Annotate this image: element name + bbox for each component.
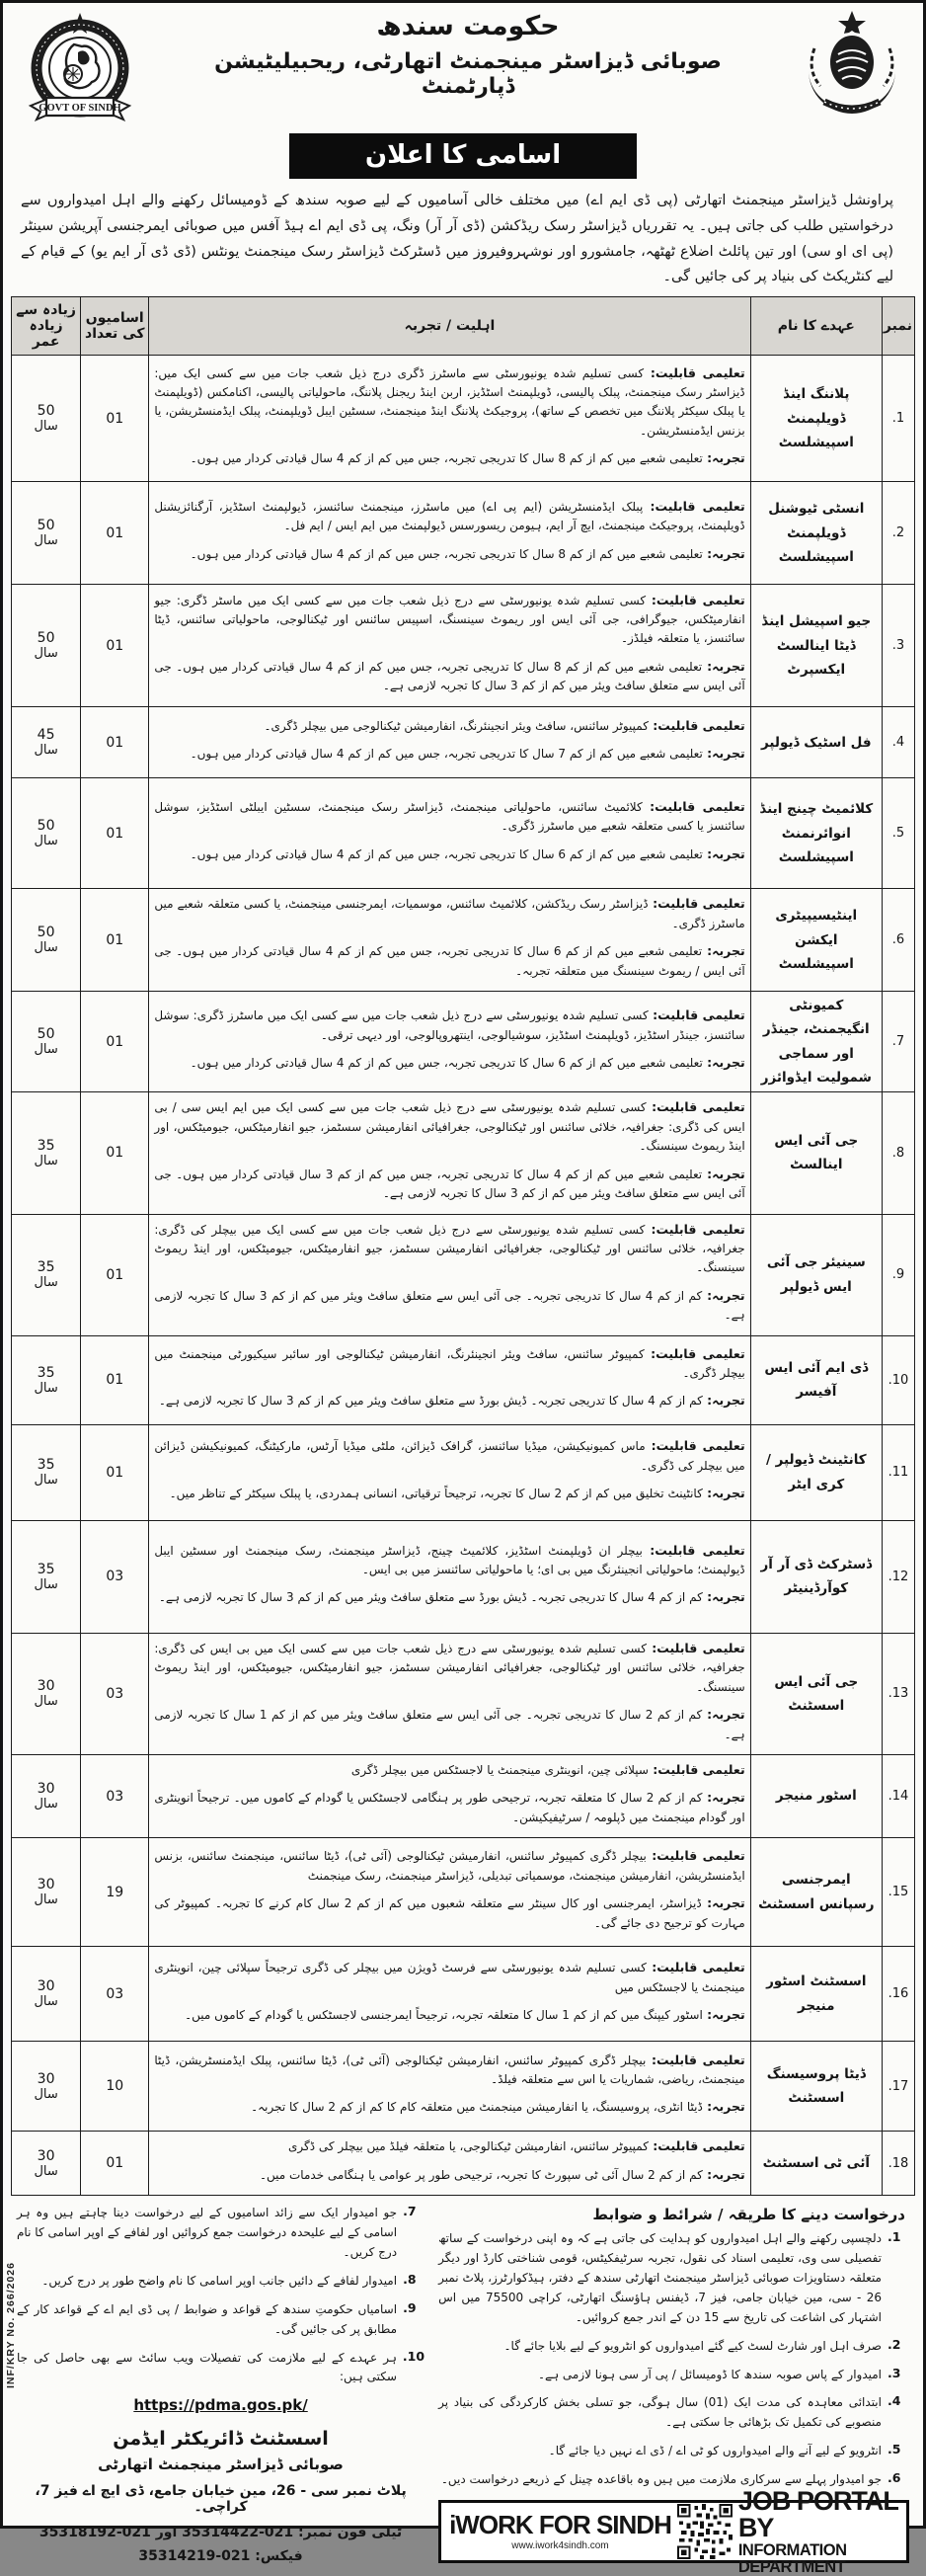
table-row [12,1424,915,1520]
education-label: تعلیمی قابلیت: [644,364,745,380]
terms-item-text: امیدوار کے پاس صوبہ سندھ کا ڈومیسائل / پی آر سی ہونا لازمی ہے۔ [538,2367,882,2381]
education-label: تعلیمی قابلیت: [642,799,745,815]
age-unit: سال [34,1473,58,1489]
qualification-experience-cell [149,356,750,482]
table-row [12,707,915,778]
row-number: .14 [882,1754,914,1837]
max-age: 35 سال [12,1092,81,1214]
experience-text: کم از کم 4 سال کا تدریجی تجربہ۔ جی آئی ایس سے متعلق سافٹ ویئر میں کم از کم 3 سال کا تجربہ لازمی ہے۔ [154,1288,745,1323]
post-title: آئی ٹی اسسٹنٹ [750,2132,882,2196]
dept-title: صوبائی ڈیزاسٹر مینجمنٹ اتھارٹی، ریحبیلیٹیشن ڈپارٹمنٹ [214,49,722,99]
vacancy-count: 01 [81,2132,149,2196]
experience-label: تجربہ: [702,1055,745,1070]
row-number: .4 [882,707,914,778]
row-number: .10 [882,1335,914,1424]
qualification-experience-cell [149,482,750,585]
education-label: تعلیمی قابلیت: [648,2138,745,2154]
intro-paragraph: پراونشل ڈیزاسٹر مینجمنٹ اتھارٹی (پی ڈی ایم اے) میں مختلف خالی آسامیوں کے لیے صوبہ سندھ کے ڈومیسائل رکھنے والے اہل امیدواروں سے درخواستیں طلب کی جاتی ہیں۔ یہ تقرریاں ڈیزاسٹر رسک ریڈکشن (ڈی آر آر) ونگ، پی ڈی ایم اے ہیڈ آفس میں صوبائی ایمرجنسی آپریشن سینٹر (پی ای او سی) اور تین پائلٹ اضلاع ٹھٹھہ، جامشورو اور نوشہروفیروز میں ڈسٹرکٹ ڈیزاسٹر رسک مینجمنٹ یونٹس (ڈی ڈی آر ایم یو) کے قیام کے لیے کنٹریکٹ کی بنیاد پر کی جائیں گی۔ [21,193,893,285]
post-title: ڈیٹا پروسیسنگ اسسٹنٹ [750,2042,882,2132]
max-age: 30 سال [12,1947,81,2042]
age-unit: سال [34,1576,58,1592]
education-text: کسی تسلیم شدہ یونیورسٹی سے ماسٹرز ڈگری درج ذیل شعب جات میں سے کسی ایک میں: ڈیزاسٹر رسک مینجمنٹ، پبلک پالیسی، ڈویلپمنٹ اسٹڈیز، اربن اینڈ ریجنل پلاننگ، ماحولیاتی پالیسی، اکنامکس (ڈویلپمنٹ یا پبلک سیکٹر پلاننگ میں تخصص کے ساتھ)، پروجیکٹ پلاننگ اینڈ مینجمنٹ، سسٹین ایبل ڈویلپمنٹ، پبلک ایڈمنسٹریشن، یا بزنس ایڈمنسٹریشن۔ [154,365,745,438]
table-row [12,1214,915,1335]
qualification-experience-cell [149,585,750,707]
age-unit: سال [34,1892,58,1908]
qualification-experience-cell [149,2042,750,2132]
experience-text: تعلیمی شعبے میں کم از کم 6 سال کا تدریجی تجربہ، جس میں کم از کم 4 سال قیادتی کردار میں ہوں۔ [190,1056,703,1070]
max-age: 30 سال [12,2042,81,2132]
experience-text: اسٹور کیپنگ میں کم از کم 1 سال کا متعلقہ تجربہ، ترجیحاً ایمرجنسی لاجسٹکس یا گودام کے کاموں میں۔ [185,2007,703,2022]
experience-text: کم از کم 2 سال آئی ٹی سپورٹ کا تجربہ، ترجیحی طور پر عوامی یا ہنگامی خدمات میں۔ [259,2167,703,2182]
col-header-vacancies: اسامیوں کی تعداد [81,297,149,356]
education-label: تعلیمی قابلیت: [648,1761,745,1777]
announcement-banner: اسامی کا اعلان [289,133,637,179]
max-age: 35 سال [12,1335,81,1424]
experience-label: تجربہ: [702,545,745,561]
post-title: کانٹینٹ ڈیولپر / کری ایٹر [750,1424,882,1520]
terms-item-text: دلچسپی رکھنے والے اہل امیدواروں کو ہدایت کی جاتی ہے کہ وہ اپنی درخواست کے ساتھ تفصیلی سی وی، تعلیمی اسناد کی نقول، تجربہ سرٹیفکیٹس، قومی شناختی کارڈ اور دیگر متعلقہ دستاویزات صوبائی ڈیزاسٹر مینجمنٹ اتھارٹی سندھ کے دفتر، ہیڈکوارٹرز، پلاٹ نمبر 26 - سی، مین خیابان جامی، فیز 7، ڈیفنس ہاؤسنگ اتھارٹی، کراچی 75500 میں اس اشتہار کی اشاعت کی تاریخ سے 15 دن کے اندر جمع کروائیں۔ [438,2231,882,2324]
row-number: .11 [882,1424,914,1520]
vacancy-count: 03 [81,1633,149,1754]
telephone-numbers: ٹیلی فون نمبر: 021-35314422 اور 021-35318192 [39,2525,403,2541]
age-unit: سال [34,743,58,759]
age-unit: سال [34,834,58,849]
qualification-experience-cell [149,1633,750,1754]
education-text: کمپیوٹر سائنس، سافٹ ویئر انجینئرنگ، انفارمیشن ٹیکنالوجی میں بیچلر ڈگری۔ [264,718,649,733]
pdma-sindh-seal-icon [17,11,143,141]
education-label: تعلیمی قابلیت: [645,1438,745,1454]
experience-label: تجربہ: [702,2166,745,2182]
post-title: جیو اسپیشل اینڈ ڈیٹا اینالسٹ ایکسپرٹ [750,585,882,707]
post-title: ڈسٹرکٹ ڈی آر آر کوآرڈینیٹر [750,1520,882,1633]
terms-item-text: صرف اہل اور شارٹ لسٹ کیے گئے امیدواروں کو انٹرویو کے لیے بلایا جائے گا۔ [503,2338,882,2353]
row-number: .16 [882,1947,914,2042]
experience-text: کم از کم 4 سال کا تدریجی تجربہ۔ ڈیش بورڈ سے متعلق سافٹ ویئر میں کم از کم 3 سال کا تجربہ لازمی ہے۔ [158,1590,703,1605]
max-age: 50 سال [12,585,81,707]
terms-item [17,2349,424,2388]
terms-left-list [17,2204,424,2387]
table-row [12,2042,915,2132]
age-unit: سال [34,2163,58,2179]
table-row [12,1754,915,1837]
qualification-experience-cell [149,707,750,778]
age-unit: سال [34,1275,58,1291]
qualification-experience-cell [149,1520,750,1633]
table-row [12,1838,915,1947]
experience-label: تجربہ: [702,2099,745,2115]
post-title: ایمرجنسی رسپانس اسسٹنٹ [750,1838,882,1947]
education-text: ماس کمیونیکیشن، میڈیا سائنسز، گرافک ڈیزائن، ملٹی میڈیا آرٹس، مارکیٹنگ، کمیونیکیشن ڈیزائن میں بیچلر کی ڈگری۔ [154,1439,745,1473]
inf-kry-reference: INF/KRY No. 266/2026 [5,2262,17,2388]
col-header-post: عہدے کا نام [750,297,882,356]
education-text: بیچلر ان ڈویلپمنٹ اسٹڈیز، کلائمیٹ چینج، ڈیزاسٹر مینجمنٹ، رسک مینجمنٹ اور سسٹین ایبل ڈیولپمنٹ؛ ماحولیاتی انجینئرنگ میں بی ای؛ یا ماحولیاتی سائنسز میں بی ایس۔ [154,1543,745,1577]
experience-text: کم از کم 2 سال کا متعلقہ تجربہ، ترجیحی طور پر ہنگامی لاجسٹکس یا گودام کے کاموں میں۔ ترجیحاً انوینٹری اور گودام مینجمنٹ میں ڈپلومہ / سرٹیفیکیشن۔ [154,1791,745,1824]
terms-item [438,2393,909,2433]
govt-title: حکومت سندھ [376,11,560,41]
terms-item-number: .6 [887,2470,901,2486]
terms-item-number: .1 [887,2229,901,2245]
bottom-section [17,2204,909,2576]
post-title: جی آئی ایس اینالسٹ [750,1092,882,1214]
table-row [12,585,915,707]
max-age: 50 سال [12,356,81,482]
iworkforsindh-logo [449,2512,671,2551]
row-number: .8 [882,1092,914,1214]
experience-text: ڈیزاسٹر، ایمرجنسی اور کال سینٹر سے متعلقہ شعبوں میں کم از کم 2 سال کام کرنے کا تجربہ۔ کمپیوٹر کی مہارت کو ترجیح دی جائے گی۔ [154,1896,745,1930]
experience-text: کانٹینٹ تخلیق میں کم از کم 2 سال کا تجربہ، ترجیحاً ترقیاتی، انسانی ہمدردی، یا پبلک سیکٹر کے تناظر میں۔ [169,1486,703,1500]
govt-of-sindh-crest-icon [797,11,907,139]
max-age: 35 سال [12,1424,81,1520]
post-title: جی آئی ایس اسسٹنٹ [750,1633,882,1754]
qualification-experience-cell [149,1335,750,1424]
row-number: .13 [882,1633,914,1754]
terms-item [17,2204,424,2263]
education-text: کسی تسلیم شدہ یونیورسٹی سے درج ذیل شعب جات میں سے کسی ایک میں بیچلر کی ڈگری: جغرافیہ، خلائی سائنس اور ٹیکنالوجی، جغرافیائی انفارمیشن سسٹمز، جیو انفارمیٹکس، جیومیٹکس، اور اینڈ ریموٹ سینسنگ۔ [154,1222,745,1275]
experience-text: ڈیٹا انٹری، پروسیسنگ، یا انفارمیشن مینجمنٹ میں متعلقہ کام کا کم از کم 2 سال کا تجربہ۔ [251,2100,703,2115]
vacancy-count: 03 [81,1754,149,1837]
experience-label: تجربہ: [702,658,745,674]
vacancy-count: 01 [81,482,149,585]
experience-label: تجربہ: [702,1589,745,1605]
experience-label: تجربہ: [702,746,745,762]
qualification-experience-cell [149,1754,750,1837]
post-title: سینیئر جی آئی ایس ڈیولپر [750,1214,882,1335]
education-label: تعلیمی قابلیت: [648,896,745,912]
table-row [12,482,915,585]
table-row [12,1520,915,1633]
terms-item [17,2272,424,2292]
post-title: پلاننگ اینڈ ڈویلپمنٹ اسپیشلسٹ [750,356,882,482]
experience-text: تعلیمی شعبے میں کم از کم 6 سال کا تدریجی تجربہ، جس میں کم از کم 4 سال قیادتی کردار میں ہوں۔ جی آئی ایس / ریموٹ سینسنگ میں متعلقہ تجربہ۔ [154,944,745,978]
terms-item-number: .7 [403,2204,417,2219]
qualification-experience-cell [149,992,750,1092]
vacancy-table [11,296,915,2196]
qualification-experience-cell [149,1092,750,1214]
experience-label: تجربہ: [701,1895,745,1911]
vacancy-count: 01 [81,1424,149,1520]
education-text: کلائمیٹ سائنس، ماحولیاتی مینجمنٹ، ڈیزاسٹر رسک مینجمنٹ، سسٹین ایبلٹی اسٹڈیز، سوشل سائنسز یا کسی متعلقہ شعبے میں ماسٹرز ڈگری۔ [154,800,745,834]
age-unit: سال [34,1797,58,1812]
max-age: 35 سال [12,1214,81,1335]
experience-text: تعلیمی شعبے میں کم از کم 7 سال کا تدریجی تجربہ، جس میں کم از کم 4 سال قیادتی کردار میں ہوں۔ [190,747,703,762]
experience-text: تعلیمی شعبے میں کم از کم 8 سال کا تدریجی تجربہ، جس میں کم از کم 4 سال قیادتی کردار میں ہوں۔ [190,451,703,466]
table-row [12,778,915,889]
col-header-number: نمبر [882,297,914,356]
max-age: 30 سال [12,1838,81,1947]
experience-text: تعلیمی شعبے میں کم از کم 8 سال کا تدریجی تجربہ، جس میں کم از کم 4 سال قیادتی کردار میں ہوں۔ جی آئی ایس سے متعلق سافٹ ویئر میں کم از کم 3 سال کا تجربہ لازمی ہے۔ [154,659,745,693]
education-text: کسی تسلیم شدہ یونیورسٹی سے درج ذیل شعب جات میں سے کسی ایک میں ماسٹرز ڈگری: سوشل سائنسز، جینڈر اسٹڈیز، ڈویلپمنٹ اسٹڈیز، سوشیالوجی، اینتھروپالوجی، اور دیہی ترقی۔ [154,1008,745,1042]
education-label: تعلیمی قابلیت: [646,592,745,607]
signature-block [17,2428,424,2564]
iworkforsindh-url[interactable]: www.iwork4sindh.com [511,2540,609,2552]
education-label: تعلیمی قابلیت: [646,1960,745,1975]
terms-item-number: .8 [403,2271,417,2287]
experience-label: تجربہ: [702,450,745,466]
terms-item-text: ہر عہدے کے لیے ملازمت کی تفصیلات ویب سائٹ سے بھی حاصل کی جا سکتی ہیں: [17,2350,397,2384]
age-unit: سال [34,1380,58,1396]
education-text: کسی تسلیم شدہ یونیورسٹی سے درج ذیل شعب جات میں سے کسی ایک میں ماسٹر ڈگری: جیو انفارمیٹکس، جیوگرافی، جی آئی ایس اور ریموٹ سینسنگ، اسپیس سائنس اور ٹیکنالوجی، ماحولیاتی سائنس، ڈیٹا سائنسز، یا متعلقہ فیلڈز۔ [154,593,745,646]
vacancy-count: 01 [81,992,149,1092]
job-portal-line2: INFORMATION DEPARTMENT [737,2540,847,2576]
experience-text: کم از کم 4 سال کا تدریجی تجربہ۔ ڈیش بورڈ سے متعلق سافٹ ویئر میں کم از کم 3 سال کا تجربہ لازمی ہے۔ [158,1394,703,1409]
terms-item-number: .3 [887,2365,901,2380]
terms-item-text: جو امیدوار پہلے سے سرکاری ملازمت میں ہیں وہ باقاعدہ چینل کے ذریعے درخواست دیں۔ [440,2472,882,2487]
experience-label: تجربہ: [702,1393,745,1409]
terms-item-number: .10 [402,2348,425,2364]
education-label: تعلیمی قابلیت: [642,1542,745,1558]
max-age: 35 سال [12,1520,81,1633]
education-label: تعلیمی قابلیت: [646,1099,745,1115]
age-unit: سال [34,940,58,956]
post-title: کمیونٹی انگیجمنٹ، جینڈر اور سماجی شمولیت ایڈوائزر [750,992,882,1092]
terms-item [438,2337,909,2357]
post-title: فل اسٹیک ڈیولپر [750,707,882,778]
post-title: اسٹور منیجر [750,1754,882,1837]
iworkforsindh-brand-text: iWORK FOR SINDH [449,2510,671,2540]
post-title: انسٹی ٹیوشنل ڈویلپمنٹ اسپیشلسٹ [750,482,882,585]
vacancy-count: 01 [81,778,149,889]
max-age: 50 سال [12,778,81,889]
qualification-experience-cell [149,889,750,992]
age-unit: سال [34,533,58,549]
terms-item [17,2300,424,2340]
vacancy-count: 03 [81,1947,149,2042]
job-portal-box [438,2485,909,2576]
terms-right-column [438,2204,909,2576]
education-text: کسی تسلیم شدہ یونیورسٹی سے درج ذیل شعب جات میں سے کسی ایک میں بی ایس کی ڈگری: جغرافیہ، خلائی سائنس اور ٹیکنالوجی، جغرافیائی انفارمیشن سسٹمز، جیو انفارمیٹکس، جیومیٹکس، اور اینڈ ریموٹ سینسنگ۔ [154,1641,745,1694]
terms-item-number: .9 [403,2299,417,2315]
education-text: بیچلر ڈگری کمپیوٹر سائنس، انفارمیشن ٹیکنالوجی (آئی ٹی)، ڈیٹا سائنس، پبلک ایڈمنسٹریشن، ڈیٹا مینجمنٹ، ریاضی، شماریات یا اس سے متعلقہ فیلڈ۔ [154,2053,745,2087]
education-text: ڈیزاسٹر رسک ریڈکشن، کلائمیٹ سائنس، موسمیات، ایمرجنسی مینجمنٹ، یا کسی متعلقہ شعبے میں ماسٹرز ڈگری۔ [154,897,745,930]
experience-label: تجربہ: [702,943,745,959]
vacancy-table-body [12,356,915,2196]
row-number: .1 [882,356,914,482]
row-number: .17 [882,2042,914,2132]
signatory-org: صوبائی ڈیزاسٹر مینجمنٹ اتھارٹی [98,2455,344,2474]
row-number: .5 [882,778,914,889]
terms-heading: درخواست دینے کا طریقہ / شرائط و ضوابط [592,2206,905,2224]
post-title: ڈی ایم آئی ایس آفیسر [750,1335,882,1424]
vacancy-count: 03 [81,1520,149,1633]
row-number: .6 [882,889,914,992]
row-number: .12 [882,1520,914,1633]
vacancy-count: 01 [81,889,149,992]
post-title: اینٹیسیپیٹری ایکشن اسپیشلسٹ [750,889,882,992]
col-header-eligibility: اہلیت / تجربہ [149,297,750,356]
max-age: 30 سال [12,1633,81,1754]
education-label: تعلیمی قابلیت: [646,1848,745,1864]
table-row [12,1633,915,1754]
age-unit: سال [34,419,58,435]
terms-left-column [17,2204,424,2564]
age-unit: سال [34,1153,58,1168]
education-text: کسی تسلیم شدہ یونیورسٹی سے فرسٹ ڈویژن میں بیچلر کی ڈگری ترجیحاً سپلائی چین، انوینٹری مینجمنٹ یا لاجسٹکس میں [154,1961,745,1994]
row-number: .7 [882,992,914,1092]
education-label: تعلیمی قابلیت: [643,499,745,515]
qualification-experience-cell [149,1838,750,1947]
education-text: بیچلر ڈگری کمپیوٹر سائنس، انفارمیشن ٹیکنالوجی (آئی ٹی)، ڈیٹا سائنس، مینجمنٹ سائنس، بزنس ایڈمنسٹریشن، انفارمیشن مینجمنٹ، موسمیاتی تبدیلی، ڈیزاسٹر مینجمنٹ، رسک مینجمنٹ [154,1849,745,1883]
job-portal-caption [737,2485,898,2576]
row-number: .3 [882,585,914,707]
education-text: پبلک ایڈمنسٹریشن (ایم پی اے) میں ماسٹرز، مینجمنٹ سائنسز، ڈیولپمنٹ اسٹڈیز، آرگنائزیشنل ڈویلپمنٹ، پروجیکٹ مینجمنٹ، ایچ آر ایم، ہیومن ریسورسس ڈیولپمنٹ میں ایم ایس / ایم فل۔ [154,500,745,533]
pdma-website-link[interactable]: https://pdma.gos.pk/ [133,2396,308,2415]
max-age: 30 سال [12,1754,81,1837]
education-label: تعلیمی قابلیت: [644,1345,745,1361]
experience-text: تعلیمی شعبے میں کم از کم 4 سال کا تدریجی تجربہ، جس میں کم از کم 3 سال قیادتی کردار میں ہوں۔ جی آئی ایس سے متعلق سافٹ ویئر میں کم از کم 3 سال کا تجربہ لازمی ہے۔ [154,1167,745,1201]
post-title: اسسٹنٹ اسٹور منیجر [750,1947,882,2042]
experience-text: تعلیمی شعبے میں کم از کم 6 سال کا تدریجی تجربہ، جس میں کم از کم 4 سال قیادتی کردار میں ہوں۔ [190,846,703,861]
vacancy-count: 01 [81,1335,149,1424]
terms-item-text: انٹرویو کے لیے آنے والے امیدواروں کو ٹی اے / ڈی اے نہیں دیا جائے گا۔ [548,2444,882,2458]
max-age: 30 سال [12,2132,81,2196]
education-text: کمپیوٹر سائنس، انفارمیشن ٹیکنالوجی، یا متعلقہ فیلڈ میں بیچلر کی ڈگری [288,2139,649,2154]
vacancy-count: 01 [81,1214,149,1335]
qualification-experience-cell [149,1947,750,2042]
education-label: تعلیمی قابلیت: [646,1640,745,1655]
terms-item-number: .4 [887,2393,901,2409]
job-portal-line1: JOB PORTAL BY [737,2485,898,2543]
fax-number: فیکس: 021-35314219 [138,2548,303,2565]
header [3,3,923,133]
experience-label: تجربہ: [702,2006,745,2022]
terms-right-list [438,2229,909,2490]
row-number: .2 [882,482,914,585]
vacancy-count: 10 [81,2042,149,2132]
terms-item-text: امیدوار لفافے کے دائیں جانب اوپر اسامی کا نام واضح طور پر درج کریں۔ [41,2273,398,2288]
vacancy-count: 01 [81,1092,149,1214]
experience-text: تعلیمی شعبے میں کم از کم 8 سال کا تدریجی تجربہ، جس میں کم از کم 4 سال قیادتی کردار میں ہوں۔ [190,546,703,561]
table-row [12,1335,915,1424]
experience-text: کم از کم 2 سال کا تدریجی تجربہ۔ جی آئی ایس سے متعلق سافٹ ویئر میں کم از کم 1 سال کا تجربہ لازمی ہے۔ [154,1708,745,1741]
max-age: 45 سال [12,707,81,778]
seal-ribbon-text: GOVT OF SINDH [39,103,121,114]
education-label: تعلیمی قابلیت: [648,1007,745,1023]
experience-label: تجربہ: [702,1790,745,1806]
terms-item [438,2229,909,2328]
experience-label: تجربہ: [702,1707,745,1723]
education-text: سپلائی چین، انوینٹری مینجمنٹ یا لاجسٹکس میں بیچلر ڈگری [350,1762,649,1777]
table-row [12,1092,915,1214]
age-unit: سال [34,1994,58,2010]
table-row [12,889,915,992]
terms-item [438,2442,909,2461]
experience-label: تجربہ: [702,845,745,861]
education-text: کمپیوٹر سائنس، سافٹ ویئر انجینئرنگ، انفارمیشن ٹیکنالوجی اور سائبر سیکیورٹی مینجمنٹ میں بیچلر ڈگری۔ [154,1346,745,1381]
vacancy-count: 01 [81,707,149,778]
table-row [12,1947,915,2042]
vacancy-count: 19 [81,1838,149,1947]
max-age: 50 سال [12,889,81,992]
terms-item-text: جو امیدوار ایک سے زائد اسامیوں کے لیے درخواست دینا چاہتے ہیں وہ ہر اسامی کے لیے علیحدہ درخواست جمع کروائیں اور لفافے کے اوپر اسامی کا نام درج کریں۔ [17,2206,398,2259]
table-row [12,2132,915,2196]
row-number: .18 [882,2132,914,2196]
max-age: 50 سال [12,992,81,1092]
terms-item-text: ابتدائی معاہدہ کی مدت ایک (01) سال ہوگی، جو تسلی بخش کارکردگی کی بنیاد پر منصوبے کی تکمیل تک بڑھائی جا سکتی ہے۔ [438,2395,882,2430]
age-unit: سال [34,646,58,662]
experience-label: تجربہ: [702,1485,745,1500]
age-unit: سال [34,2086,58,2102]
terms-item-number: .2 [887,2336,901,2352]
post-title: کلائمیٹ چینج اینڈ انوائرنمنٹ اسپیشلسٹ [750,778,882,889]
qualification-experience-cell [149,1214,750,1335]
qualification-experience-cell [149,2132,750,2196]
qualification-experience-cell [149,1424,750,1520]
vacancy-count: 01 [81,585,149,707]
experience-label: تجربہ: [702,1287,745,1303]
terms-item-number: .5 [887,2442,901,2457]
age-unit: سال [34,1042,58,1058]
row-number: .15 [882,1838,914,1947]
education-text: کسی تسلیم شدہ یونیورسٹی سے درج ذیل شعب جات میں سے کسی ایک میں ایم ایس سی / بی ایس کی ڈگری: جغرافیہ، خلائی سائنس اور ٹیکنالوجی، جغرافیائی انفارمیشن سسٹمز، جیو انفارمیٹکس، جیومیٹکس، اور اینڈ ریموٹ سینسنگ۔ [154,1100,745,1154]
vacancy-count: 01 [81,356,149,482]
age-unit: سال [34,1694,58,1710]
signatory-title: اسسٹنٹ ڈائریکٹر ایڈمن [113,2428,329,2451]
max-age: 50 سال [12,482,81,585]
col-header-max-age: زیادہ سے زیادہ عمر [12,297,81,356]
education-label: تعلیمی قابلیت: [646,2052,745,2067]
office-address: پلاٹ نمبر سی - 26، مین خیابان جامع، ڈی ایچ اے فیز 7، کراچی۔ [35,2483,407,2516]
table-row [12,992,915,1092]
qualification-experience-cell [149,778,750,889]
row-number: .9 [882,1214,914,1335]
table-row [12,356,915,482]
experience-label: تجربہ: [702,1166,745,1181]
terms-item-text: اسامیاں حکومتِ سندھ کے قواعد و ضوابط / پی ڈی ایم اے کے قواعد کار کے مطابق پر کی جائیں گی۔ [17,2301,398,2336]
qr-code-icon [677,2504,733,2559]
education-label: تعلیمی قابلیت: [648,717,745,733]
vacancy-table-header [12,297,915,356]
terms-item [438,2366,909,2385]
education-label: تعلیمی قابلیت: [645,1221,745,1237]
